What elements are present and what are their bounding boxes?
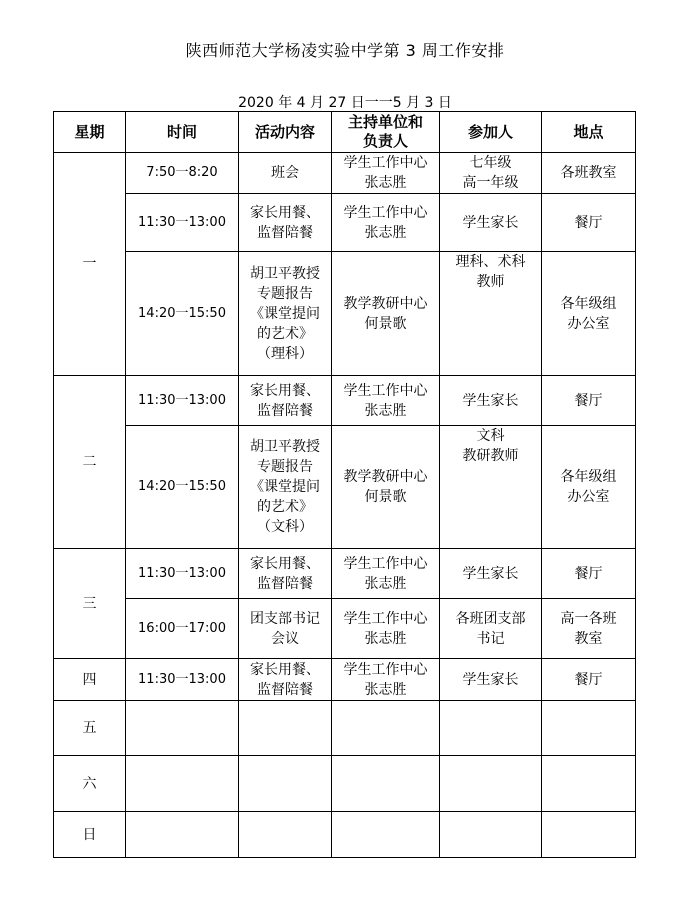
header-location: 地点 (542, 112, 636, 153)
activity-line: 监督陪餐 (257, 224, 313, 241)
host-line: 学生工作中心 (343, 204, 428, 221)
day-cell-monday: 一 (54, 153, 126, 376)
participants-line: 学生家长 (462, 671, 519, 688)
empty-cell (332, 756, 440, 812)
location-line: 餐厅 (574, 392, 603, 409)
location-line: 教室 (574, 630, 603, 647)
host-cell (332, 153, 440, 194)
time-cell: 11:30一13:00 (126, 194, 239, 252)
table-row (54, 599, 636, 659)
location-cell (542, 599, 636, 659)
participants-cell (440, 153, 542, 194)
table-row (54, 812, 636, 858)
day-cell-friday: 五 (54, 701, 126, 756)
location-line: 办公室 (567, 315, 610, 332)
document-title: 陕西师范大学杨凌实验中学第 3 周工作安排 (185, 41, 505, 60)
location-cell (542, 194, 636, 252)
host-cell (332, 252, 440, 376)
table-row (54, 194, 636, 252)
participants-cell (440, 549, 542, 599)
day-cell-thursday: 四 (54, 659, 126, 701)
header-host-line2: 负责人 (362, 132, 408, 150)
time-cell: 11:30一13:00 (126, 376, 239, 426)
host-line: 张志胜 (364, 575, 407, 592)
activity-line: （文科） (257, 519, 313, 535)
activity-line: （理科） (257, 345, 313, 362)
empty-cell (440, 812, 542, 858)
location-line: 高一各班 (560, 610, 617, 627)
empty-cell (542, 756, 636, 812)
time-cell: 11:30一13:00 (126, 659, 239, 701)
location-line: 餐厅 (574, 671, 603, 688)
participants-cell (440, 376, 542, 426)
activity-line: 的艺术》 (257, 499, 313, 515)
location-line: 各年级组 (560, 469, 617, 485)
host-line: 教学教研中心 (343, 295, 428, 312)
time-cell: 16:00一17:00 (126, 599, 239, 659)
empty-cell (332, 701, 440, 756)
header-day: 星期 (54, 112, 126, 153)
empty-cell (542, 812, 636, 858)
participants-cell (440, 194, 542, 252)
participants-line: 学生家长 (462, 565, 519, 582)
participants-line: 各班团支部 (455, 610, 526, 627)
host-line: 何景歌 (364, 315, 407, 332)
time-cell: 14:20一15:50 (126, 252, 239, 376)
location-line: 各年级组 (560, 295, 617, 312)
table-row (54, 701, 636, 756)
host-line: 张志胜 (364, 224, 407, 241)
table-row (54, 376, 636, 426)
empty-cell (239, 812, 332, 858)
schedule-table (53, 111, 636, 858)
empty-cell (239, 701, 332, 756)
location-line: 各班教室 (560, 165, 617, 181)
activity-line: 胡卫平教授 (250, 265, 320, 282)
location-cell (542, 659, 636, 701)
header-participants: 参加人 (440, 112, 542, 153)
activity-cell (239, 153, 332, 194)
activity-line: 监督陪餐 (257, 575, 313, 592)
host-line: 何景歌 (364, 489, 407, 505)
activity-line: 班会 (271, 165, 299, 181)
activity-line: 监督陪餐 (257, 681, 313, 698)
location-line: 餐厅 (574, 214, 603, 231)
host-cell (332, 376, 440, 426)
activity-line: 胡卫平教授 (250, 439, 320, 455)
table-row (54, 426, 636, 549)
activity-line: 家长用餐、 (250, 204, 320, 221)
activity-line: 《课堂提问 (250, 479, 320, 495)
participants-cell (440, 426, 542, 549)
host-line: 教学教研中心 (343, 469, 428, 485)
location-cell (542, 252, 636, 376)
participants-cell (440, 252, 542, 376)
participants-line: 高一年级 (462, 175, 519, 191)
activity-line: 的艺术》 (257, 325, 313, 342)
empty-cell (332, 812, 440, 858)
host-cell (332, 194, 440, 252)
empty-cell (440, 701, 542, 756)
participants-line: 教师 (476, 274, 505, 290)
activity-cell (239, 194, 332, 252)
empty-cell (126, 756, 239, 812)
location-cell (542, 426, 636, 549)
location-line: 办公室 (567, 489, 610, 505)
day-cell-wednesday: 三 (54, 549, 126, 659)
host-line: 学生工作中心 (343, 382, 428, 399)
header-host-line1: 主持单位和 (347, 113, 423, 131)
day-cell-saturday: 六 (54, 756, 126, 812)
host-line: 张志胜 (364, 681, 407, 698)
day-cell-tuesday: 二 (54, 376, 126, 549)
participants-line: 理科、术科 (455, 254, 526, 270)
host-line: 张志胜 (364, 402, 407, 419)
day-cell-sunday: 日 (54, 812, 126, 858)
participants-line: 文科 (476, 428, 505, 444)
activity-cell (239, 659, 332, 701)
host-line: 学生工作中心 (343, 610, 428, 627)
participants-line: 书记 (476, 630, 505, 647)
empty-cell (126, 812, 239, 858)
empty-cell (440, 756, 542, 812)
time-cell: 14:20一15:50 (126, 426, 239, 549)
header-row (54, 112, 636, 153)
participants-cell (440, 659, 542, 701)
location-line: 餐厅 (574, 565, 603, 582)
activity-cell (239, 549, 332, 599)
table-row (54, 252, 636, 376)
header-time: 时间 (126, 112, 239, 153)
date-range: 2020 年 4 月 27 日一一5 月 3 日 (238, 95, 452, 111)
host-cell (332, 426, 440, 549)
time-cell: 7:50一8:20 (126, 153, 239, 194)
activity-line: 专题报告 (257, 459, 313, 475)
participants-cell (440, 599, 542, 659)
host-line: 学生工作中心 (343, 661, 428, 678)
time-cell: 11:30一13:00 (126, 549, 239, 599)
participants-line: 教研教师 (462, 448, 519, 464)
location-cell (542, 153, 636, 194)
empty-cell (126, 701, 239, 756)
activity-line: 专题报告 (257, 285, 313, 302)
host-line: 学生工作中心 (343, 555, 428, 572)
header-activity: 活动内容 (239, 112, 332, 153)
host-cell (332, 659, 440, 701)
location-cell (542, 549, 636, 599)
activity-cell (239, 376, 332, 426)
participants-line: 学生家长 (462, 392, 519, 409)
activity-cell (239, 252, 332, 376)
host-cell (332, 549, 440, 599)
participants-line: 学生家长 (462, 214, 519, 231)
activity-line: 家长用餐、 (250, 382, 320, 399)
header-host (332, 112, 440, 153)
table-row (54, 756, 636, 812)
participants-line: 七年级 (469, 155, 512, 171)
host-line: 张志胜 (364, 630, 407, 647)
table-row (54, 153, 636, 194)
activity-cell (239, 426, 332, 549)
host-line: 学生工作中心 (343, 155, 428, 171)
empty-cell (542, 701, 636, 756)
host-line: 张志胜 (364, 175, 407, 191)
activity-line: 家长用餐、 (250, 555, 320, 572)
activity-line: 监督陪餐 (257, 402, 313, 419)
activity-line: 会议 (271, 630, 299, 647)
location-cell (542, 376, 636, 426)
table-row (54, 659, 636, 701)
host-cell (332, 599, 440, 659)
activity-line: 团支部书记 (250, 610, 320, 627)
activity-line: 家长用餐、 (250, 661, 320, 678)
table-row (54, 549, 636, 599)
activity-cell (239, 599, 332, 659)
activity-line: 《课堂提问 (250, 305, 320, 322)
empty-cell (239, 756, 332, 812)
